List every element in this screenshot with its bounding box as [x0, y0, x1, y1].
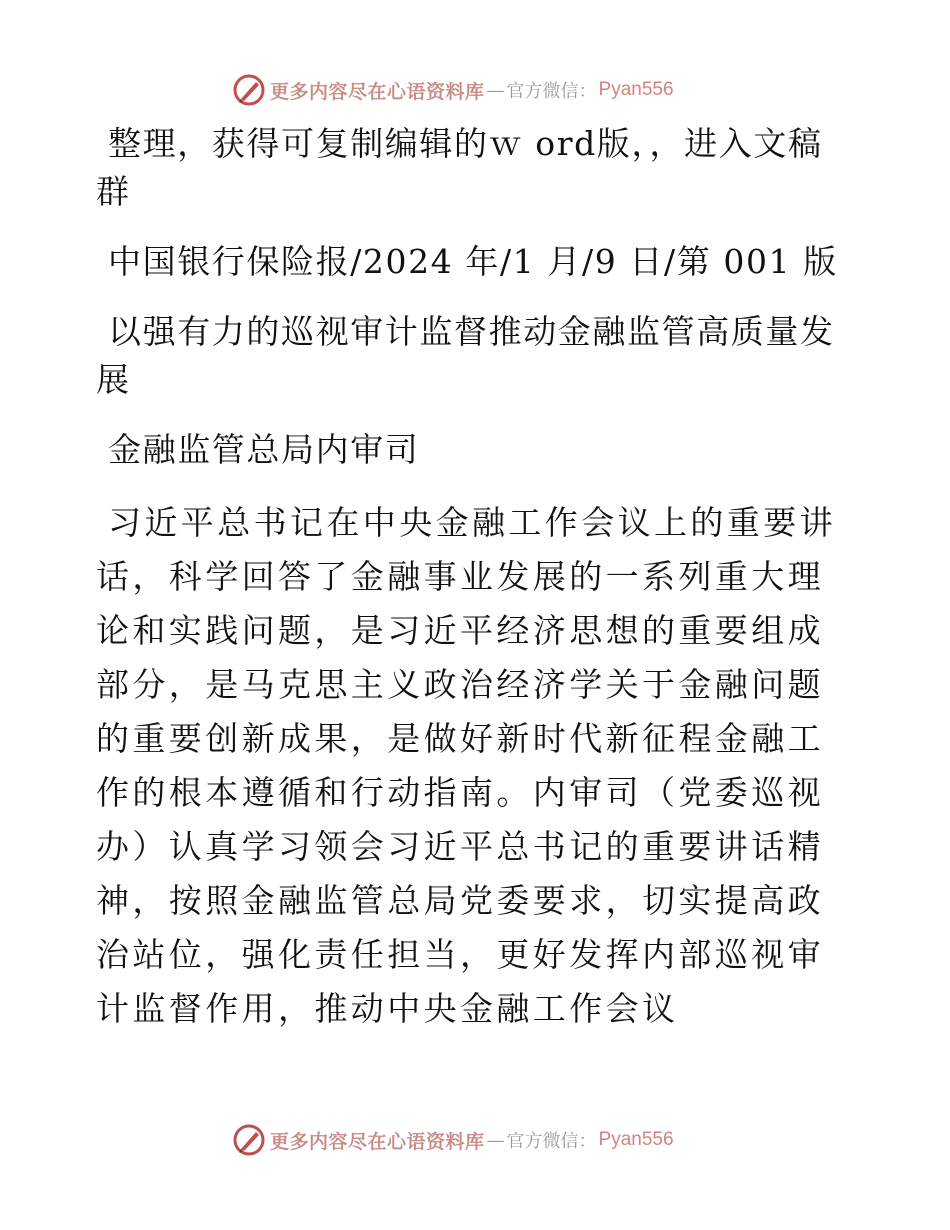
footer-watermark [232, 1122, 752, 1158]
watermark-dash: — [486, 1129, 505, 1151]
document-content [96, 120, 856, 1058]
watermark-wechat-id: Pyan556 [598, 1129, 674, 1150]
feather-pen-circle-icon [232, 73, 266, 107]
body-paragraph: 习近平总书记在中央金融工作会议上的重要讲话，科学回答了金融事业发展的一系列重大理论和实践问题，是习近平经济思想的重要组成部分，是马克思主义政治经济学关于金融问题的重要创新成果，是做好新时代新征程金融工作的根本遵循和行动指南。内审司（党委巡视办）认真学习领会习近平总书记的重要讲话精神，按照金融监管总局党委要求，切实提高政治站位，强化责任担当，更好发挥内部巡视审计监督作用，推动中央金融工作会议 [96, 503, 836, 1028]
feather-pen-circle-icon [232, 1123, 266, 1157]
watermark-dash: — [486, 79, 505, 101]
watermark-sub-text: 官方微信： [506, 1131, 597, 1152]
watermark-main-text: 更多内容尽在心语资料库 [270, 80, 485, 103]
article-author: 金融监管总局内审司 [108, 430, 420, 469]
source-line: 中国银行保险报/2024 年/1 月/9 日/第 001 版 [108, 242, 838, 281]
intro-paragraph: 整理，获得可复制编辑的ｗ ord版，，进入文稿群 [96, 124, 823, 211]
watermark-main-text: 更多内容尽在心语资料库 [270, 1130, 485, 1153]
article-title: 以强有力的巡视审计监督推动金融监管高质量发展 [96, 312, 835, 399]
watermark-sub-text: 官方微信： [506, 81, 597, 102]
watermark-wechat-id: Pyan556 [598, 79, 674, 100]
header-watermark [232, 72, 752, 108]
